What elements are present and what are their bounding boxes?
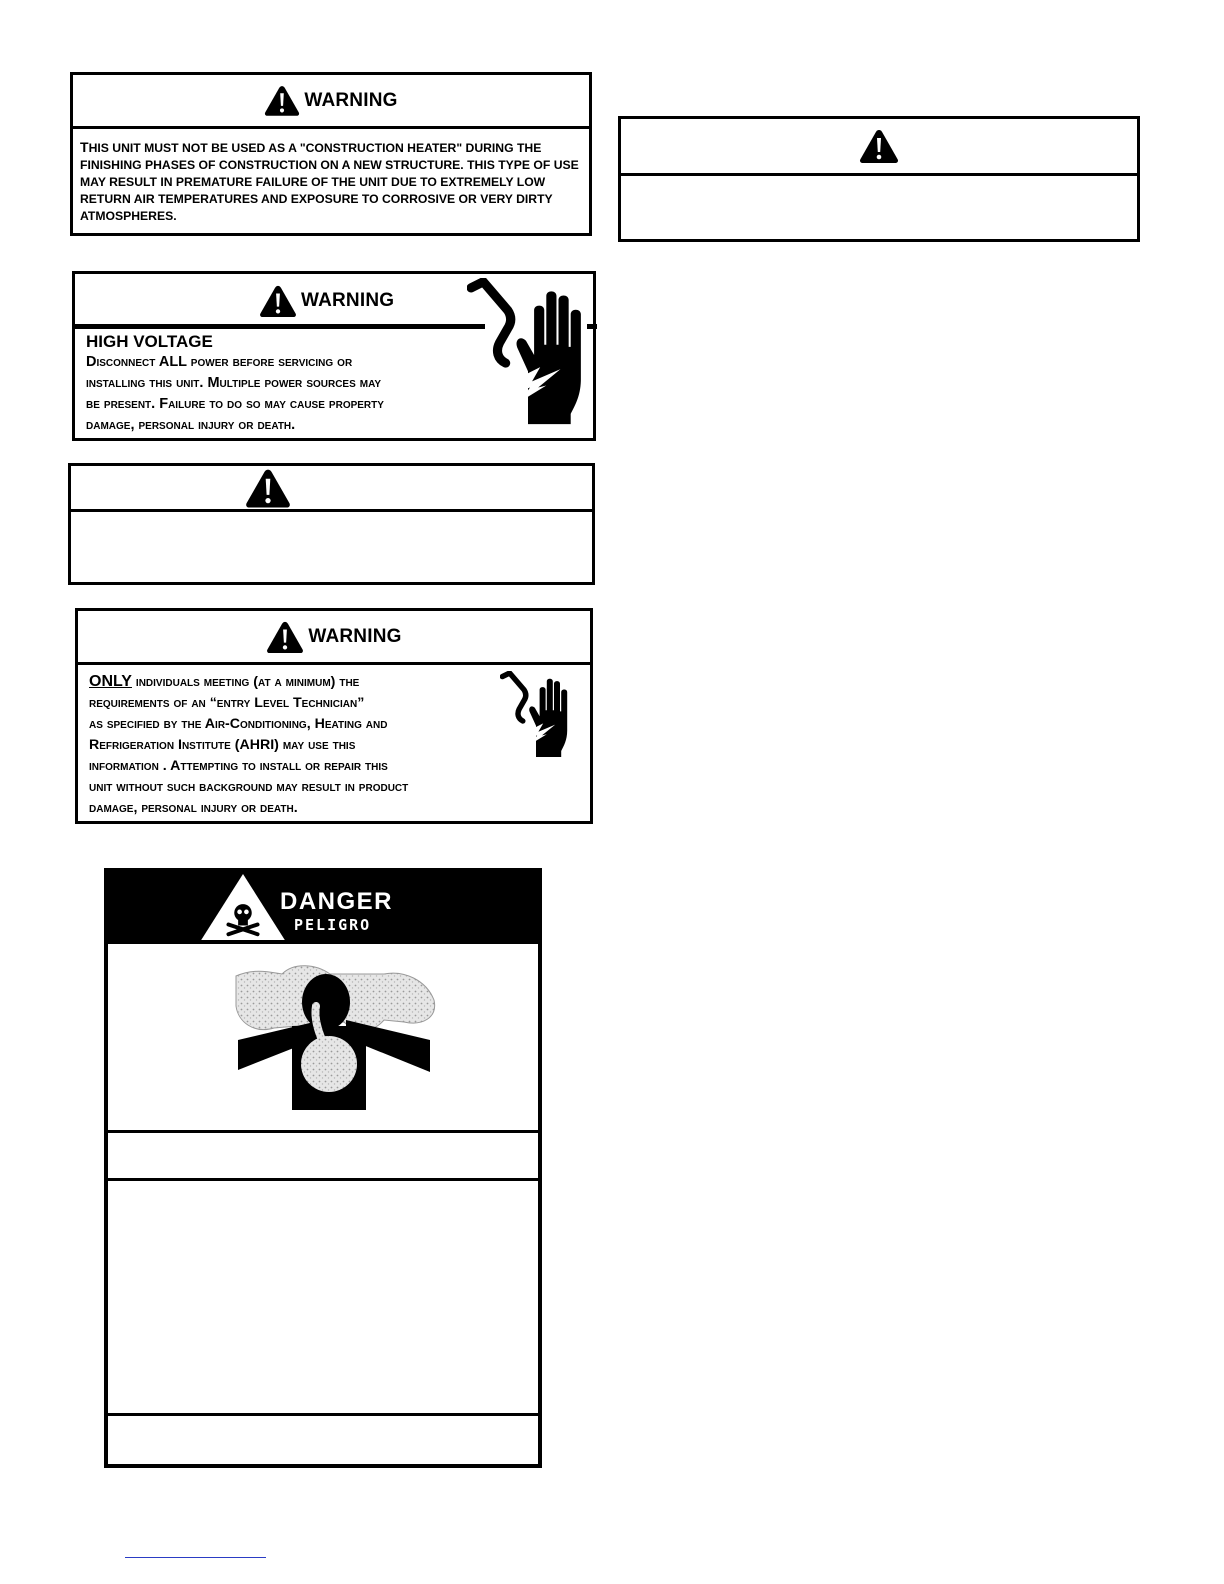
inhalation-hazard-icon	[234, 960, 438, 1110]
caution-box-left	[68, 463, 595, 585]
caution-header	[71, 466, 592, 512]
warning-triangle-icon	[259, 284, 297, 318]
high-voltage-heading: HIGH VOLTAGE	[86, 332, 213, 351]
warning-header	[78, 611, 590, 665]
only-emphasis: ONLY	[89, 673, 132, 690]
danger-title: DANGER	[280, 888, 394, 915]
warning-box-technician	[75, 608, 593, 824]
warning-title: WARNING	[308, 625, 402, 647]
skull-crossbones-icon	[198, 872, 288, 942]
header-divider	[75, 324, 485, 329]
warning-title: WARNING	[304, 89, 398, 111]
footer-link-underline[interactable]	[125, 1557, 266, 1558]
warning-body-text: Disconnect ALL power before servicing or installing this unit. Multiple power sources may be present. Failure to do so may cause property damage, personal injury or death.	[86, 354, 384, 433]
bottom-rule	[75, 821, 593, 824]
danger-subtitle: PELIGRO	[294, 916, 372, 934]
warning-body-text: ONLY individuals meeting (at a minimum) the requirements of an “entry Level Technician” as specified by the Air-Conditioning, Heating and Refrigeration Institute (AHRI) may use this information . Attempting to install or repair this unit without such background may result in product damage, personal injury or death.	[89, 673, 409, 816]
warning-title: WARNING	[301, 290, 395, 311]
warning-body-text: THIS UNIT MUST NOT BE USED AS A "CONSTRUCTION HEATER" DURING THE FINISHING PHASES OF CONSTRUCTION ON A NEW STRUCTURE. THIS TYPE OF USE MAY RESULT IN PREMATURE FAILURE OF THE UNIT DUE TO EXTREMELY LOW RETURN AIR TEMPERATURES AND EXPOSURE TO CORROSIVE OR VERY DIRTY ATMOSPHERES.	[80, 139, 579, 223]
warning-box-construction-heater	[70, 72, 592, 236]
warning-box-high-voltage	[72, 271, 596, 441]
danger-divider-3	[108, 1413, 538, 1416]
warning-triangle-icon	[266, 620, 304, 654]
danger-header	[108, 872, 538, 944]
danger-box	[104, 868, 542, 1468]
warning-triangle-icon	[859, 128, 899, 164]
warning-header	[73, 75, 589, 129]
danger-divider-1	[108, 1130, 538, 1133]
caution-box-right	[618, 116, 1140, 242]
warning-triangle-icon	[245, 467, 291, 509]
warning-triangle-icon	[264, 84, 300, 117]
caution-header	[621, 119, 1137, 176]
danger-divider-2	[108, 1178, 538, 1181]
